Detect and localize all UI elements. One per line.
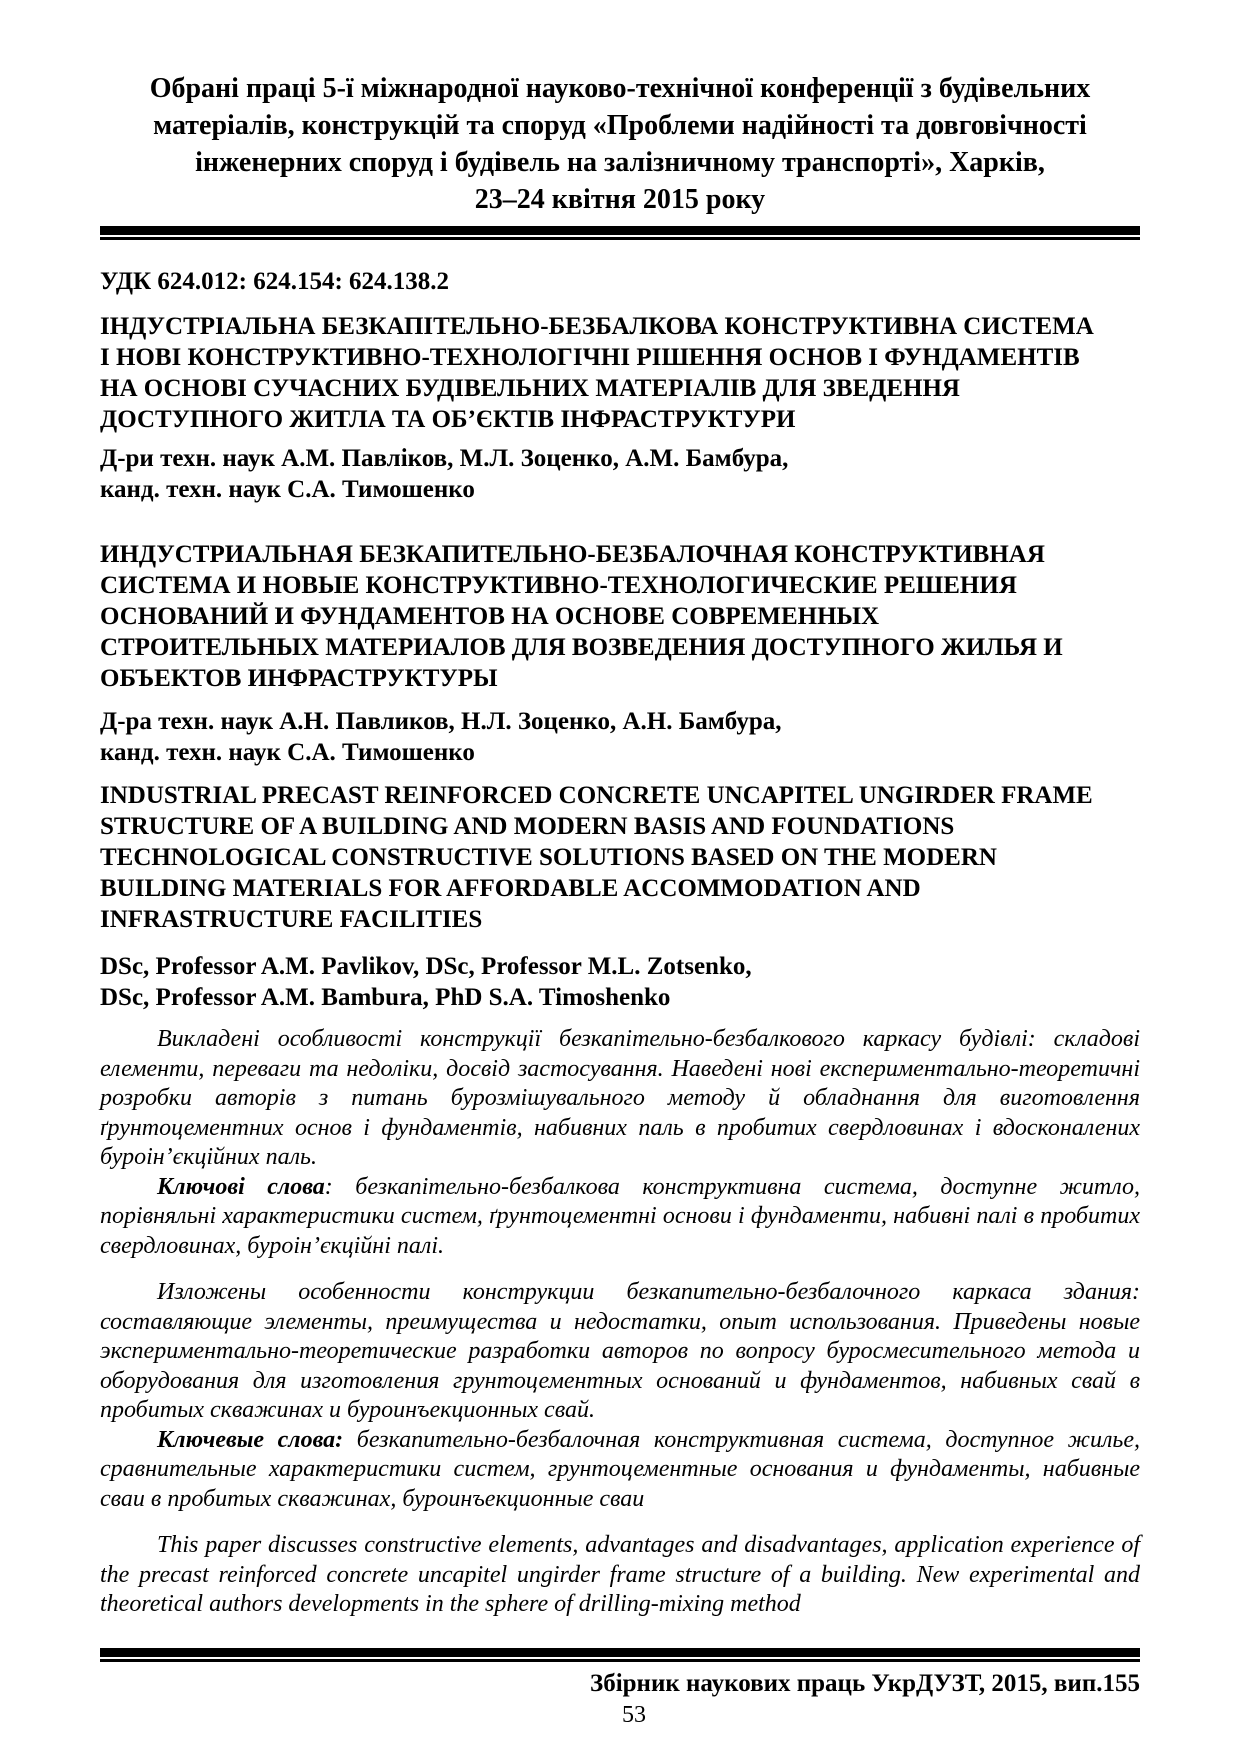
conference-header-line: Обрані праці 5-ї міжнародної науково-технічної конференції з будівельних (149, 73, 1091, 104)
article-title-english-line: BUILDING MATERIALS FOR AFFORDABLE ACCOMMODATION AND (100, 875, 921, 902)
conference-header-line: матеріалів, конструкцій та споруд «Проблеми надійності та довговічності (153, 110, 1087, 141)
article-title-english-line: INFRASTRUCTURE FACILITIES (100, 906, 483, 933)
conference-header (100, 0, 1140, 218)
authors-russian-line: канд. техн. наук С.А. Тимошенко (100, 739, 475, 766)
authors-ukrainian-line: Д-ри техн. наук А.М. Павліков, М.Л. Зоценко, А.М. Бамбура, (100, 445, 789, 472)
article-title-ukrainian-line: ДОСТУПНОГО ЖИТЛА ТА ОБ’ЄКТІВ ІНФРАСТРУКТУРИ (100, 406, 796, 433)
authors-english-line: DSc, Professor A.M. Pavlikov, DSc, Professor M.L. Zotsenko, (100, 953, 752, 980)
page-number: 53 (622, 1701, 646, 1728)
authors-english (100, 951, 1140, 1013)
conference-header-line: 23–24 квітня 2015 року (474, 184, 766, 215)
keywords-russian-label: Ключевые слова: (157, 1426, 344, 1453)
authors-ukrainian (100, 443, 1140, 505)
article-title-ukrainian-line: І НОВІ КОНСТРУКТИВНО-ТЕХНОЛОГІЧНІ РІШЕННЯ ОСНОВ І ФУНДАМЕНТІВ (100, 344, 1080, 371)
udc-code: УДК 624.012: 624.154: 624.138.2 (100, 268, 450, 295)
article-title-ukrainian-line: НА ОСНОВІ СУЧАСНИХ БУДІВЕЛЬНИХ МАТЕРІАЛІВ ДЛЯ ЗВЕДЕННЯ (100, 375, 960, 402)
keywords-ukrainian-label: Ключові слова (157, 1173, 325, 1200)
authors-russian-line: Д-ра техн. наук А.Н. Павликов, Н.Л. Зоценко, А.Н. Бамбура, (100, 708, 782, 735)
footer-divider-rule (100, 1648, 1140, 1662)
article-title-english-line: STRUCTURE OF A BUILDING AND MODERN BASIS AND FOUNDATIONS (100, 813, 955, 840)
article-title-russian-line: СИСТЕМА И НОВЫЕ КОНСТРУКТИВНО-ТЕХНОЛОГИЧЕСКИЕ РЕШЕНИЯ (100, 572, 1017, 599)
abstract-english: This paper discusses constructive elements, advantages and disadvantages, application experience of the precast reinforced concrete uncapitel ungirder frame structure of a building. New experimental and theoretical authors developments in the sphere of drilling-mixing method (100, 1532, 1140, 1617)
article-title-english-line: TECHNOLOGICAL CONSTRUCTIVE SOLUTIONS BASED ON THE MODERN (100, 844, 997, 871)
authors-ukrainian-line: канд. техн. наук С.А. Тимошенко (100, 476, 475, 503)
abstract-ukrainian: Викладені особливості конструкції безкапітельно-безбалкового каркасу будівлі: складові елементи, переваги та недоліки, досвід застосування. Наведені нові експериментально-теоретичні розробки авторів з питань бурозмішувального методу й обладнання для виготовлення ґрунтоцементних основ і фундаментів, набивних паль в пробитих свердловинах і вдосконалених буроін’єкційних паль. (100, 1026, 1140, 1170)
conference-header-line: інженерних споруд і будівель на залізничному транспорті», Харків, (195, 147, 1045, 178)
keywords-ukrainian (100, 1173, 1140, 1262)
journal-footer: Збірник наукових праць УкрДУЗТ, 2015, вип.155 (590, 1669, 1140, 1697)
article-title-russian (100, 539, 1140, 694)
article-title-russian-line: ОБЪЕКТОВ ИНФРАСТРУКТУРЫ (100, 665, 498, 692)
header-divider-rule (100, 226, 1140, 240)
keywords-russian (100, 1426, 1140, 1515)
article-title-english (100, 780, 1140, 935)
article-title-english-line: INDUSTRIAL PRECAST REINFORCED CONCRETE UNCAPITEL UNGIRDER FRAME (100, 782, 1093, 809)
keywords-russian-text: безкапительно-безбалочная конструктивная система, доступное жилье, сравнительные характеристики систем, грунтоцементные основания и фундаменты, набивные сваи в пробитых скважинах, буроинъекционные сваи (100, 1426, 1140, 1512)
abstract-russian: Изложены особенности конструкции безкапительно-безбалочного каркаса здания: составляющие элементы, преимущества и недостатки, опыт использования. Приведены новые экспериментально-теоретические разработки авторов по вопросу буросмесительного метода и оборудования для изготовления грунтоцементных оснований и фундаментов, набивных свай в пробитых скважинах и буроинъекционных свай. (100, 1279, 1140, 1423)
authors-english-line: DSc, Professor A.M. Bambura, PhD S.A. Timoshenko (100, 984, 671, 1011)
article-title-ukrainian-line: ІНДУСТРІАЛЬНА БЕЗКАПІТЕЛЬНО-БЕЗБАЛКОВА КОНСТРУКТИВНА СИСТЕМА (100, 313, 1094, 340)
keywords-ukrainian-text: : безкапітельно-безбалкова конструктивна система, доступне житло, порівняльні характеристики систем, ґрунтоцементні основи і фундаменти, набивні палі в пробитих свердловинах, буроін’єкційні палі. (100, 1173, 1140, 1259)
article-title-russian-line: ИНДУСТРИАЛЬНАЯ БЕЗКАПИТЕЛЬНО-БЕЗБАЛОЧНАЯ КОНСТРУКТИВНАЯ (100, 541, 1045, 568)
authors-russian (100, 706, 1140, 768)
article-title-ukrainian (100, 311, 1140, 435)
article-title-russian-line: ОСНОВАНИЙ И ФУНДАМЕНТОВ НА ОСНОВЕ СОВРЕМЕННЫХ (100, 603, 880, 630)
article-title-russian-line: СТРОИТЕЛЬНЫХ МАТЕРИАЛОВ ДЛЯ ВОЗВЕДЕНИЯ ДОСТУПНОГО ЖИЛЬЯ И (100, 634, 1063, 661)
